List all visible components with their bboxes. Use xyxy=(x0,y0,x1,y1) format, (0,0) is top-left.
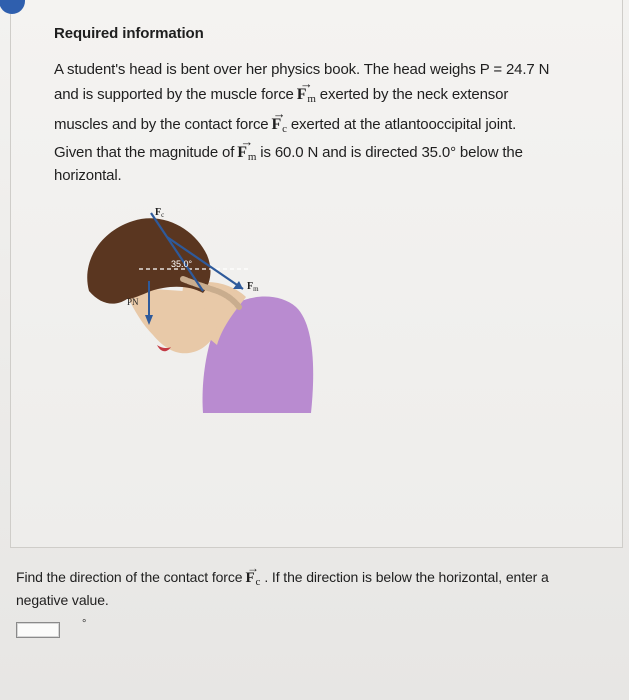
vector-fc xyxy=(245,569,260,591)
vector-letter: F xyxy=(296,86,307,103)
vector-subscript: m xyxy=(307,93,316,105)
ear-shape xyxy=(145,296,161,318)
section-title: Required information xyxy=(54,25,204,42)
problem-text: exerted at the atlantooccipital joint. xyxy=(290,116,517,133)
question-text: Find the direction of the contact force xyxy=(16,569,243,585)
info-badge-icon xyxy=(0,0,25,14)
fm-label: $F_m$ xyxy=(247,281,259,293)
vector-letter: F xyxy=(245,570,255,586)
problem-line-5: horizontal. xyxy=(54,167,122,184)
question-text: negative value. xyxy=(16,592,109,608)
problem-text: is 60.0 N and is directed 35.0° below the xyxy=(260,144,523,161)
vector-fm xyxy=(237,142,256,168)
problem-text: Given that the magnitude of xyxy=(54,144,235,161)
vector-fc xyxy=(271,112,286,142)
problem-text: exerted by the neck extensor xyxy=(319,86,509,103)
vector-subscript: m xyxy=(247,151,257,163)
question-prompt xyxy=(16,568,616,609)
vector-letter: F xyxy=(237,144,247,161)
question-text: . If the direction is below the horizontal, enter a xyxy=(264,569,549,585)
problem-text: and is supported by the muscle force xyxy=(54,86,294,103)
vector-letter: F xyxy=(271,116,282,133)
weight-label: PN xyxy=(127,297,139,307)
problem-text: muscles and by the contact force xyxy=(54,116,269,133)
fc-label: $F_c$ xyxy=(155,207,165,219)
problem-line-2 xyxy=(54,82,614,112)
answer-input[interactable] xyxy=(16,622,60,638)
required-information-panel xyxy=(10,0,623,548)
degree-unit: ° xyxy=(82,618,87,630)
problem-line-3 xyxy=(54,112,614,142)
head-force-diagram xyxy=(71,195,321,420)
problem-statement xyxy=(54,57,614,184)
angle-label: 35.0° xyxy=(171,259,193,269)
vector-fm xyxy=(297,82,316,112)
problem-line-1: A student's head is bent over her physics book. The head weighs P = 24.7 N xyxy=(54,61,550,78)
problem-line-4 xyxy=(54,142,614,168)
vector-subscript: c xyxy=(282,123,287,135)
vector-subscript: c xyxy=(255,576,261,588)
